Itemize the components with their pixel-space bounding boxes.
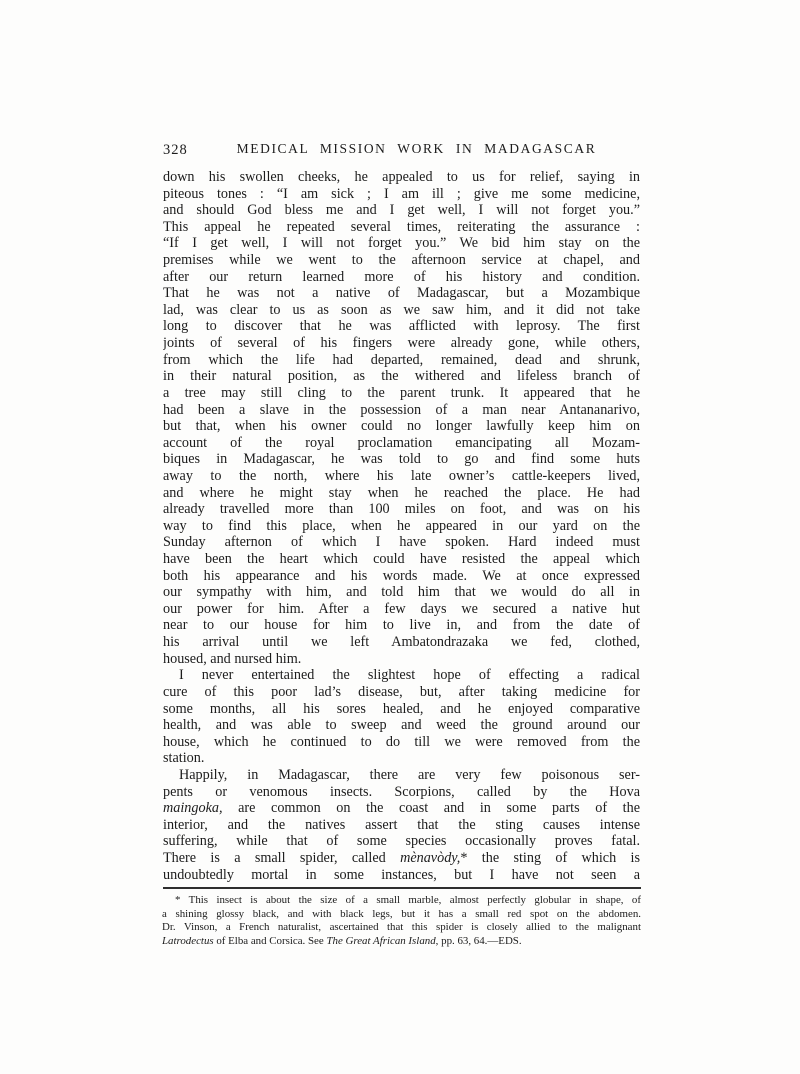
text-line: That he was not a native of Madagascar, but a Mozambique [163, 285, 640, 302]
text-line: undoubtedly mortal in some instances, but I have not seen a [163, 866, 640, 883]
text-line: lad, was clear to us as soon as we saw him, and it did not take [163, 301, 640, 318]
paragraph [163, 169, 640, 667]
text-line: “If I get well, I will not forget you.” We bid him stay on the [163, 235, 640, 252]
text-line: suffering, while that of some species occasionally proves fatal. [163, 833, 640, 850]
text-line: down his swollen cheeks, he appealed to us for relief, saying in [163, 169, 640, 185]
text-line: away to the north, where his late owner’s cattle-keepers lived, [163, 467, 640, 484]
italic-term: mènavòdy, [400, 849, 461, 866]
text-line: house, which he continued to do till we were removed from the [163, 733, 640, 750]
footnote-line: * This insect is about the size of a small marble, almost perfectly globular in shape, of [175, 894, 641, 906]
text-line: already travelled more than 100 miles on foot, and was on his [163, 501, 640, 518]
text-line: our sympathy with him, and told him that we would do all in [163, 584, 640, 601]
text-line: from which the life had departed, remained, dead and shrunk, [163, 351, 640, 368]
text-line: but that, when his owner could no longer lawfully keep him on [163, 418, 640, 435]
text-line: premises while we went to the afternoon service at chapel, and [163, 252, 640, 269]
italic-term: The Great African Island [326, 934, 436, 947]
page-header [163, 141, 640, 161]
text-line: his arrival until we left Ambatondrazaka we fed, clothed, [163, 634, 640, 651]
text-line: There is a small spider, called mènavòdy,* the sting of which is [163, 849, 640, 866]
italic-term: maingoka, [163, 800, 223, 817]
text-line: pents or venomous insects. Scorpions, called by the Hova [163, 783, 640, 800]
text-line: and should God bless me and I get well, I will not forget you.” [163, 202, 640, 219]
text-line: long to discover that he was afflicted with leprosy. The first [163, 318, 640, 335]
text-line: in their natural position, as the withered and lifeless branch of [163, 368, 640, 385]
text-line: a tree may still cling to the parent trunk. It appeared that he [163, 384, 640, 401]
text-line: both his appearance and his words made. We at once expressed [163, 567, 640, 584]
footnote-line: a shining glossy black, and with black legs, but it has a small red spot on the abdomen. [162, 907, 641, 920]
text-line: This appeal he repeated several times, reiterating the assurance : [163, 218, 640, 235]
text-line: Sunday afternon of which I have spoken. Hard indeed must [163, 534, 640, 551]
text-line: our power for him. After a few days we secured a native hut [163, 600, 640, 617]
italic-term: Latrodectus [162, 934, 214, 947]
footnote-line: Latrodectus of Elba and Corsica. See The Great African Island, pp. 63, 64.—EDS. [162, 934, 522, 947]
text-line: health, and was able to sweep and weed the ground around our [163, 717, 640, 734]
body-text [163, 169, 640, 883]
text-line: station. [163, 750, 205, 767]
text-line: joints of several of his fingers were already gone, while others, [163, 335, 640, 352]
footnote-separator [163, 887, 641, 889]
page-number: 328 [163, 142, 188, 158]
text-line: some months, all his sores healed, and he enjoyed comparative [163, 700, 640, 717]
text-line: I never entertained the slightest hope of effecting a radical [179, 667, 640, 684]
text-line: interior, and the natives assert that the sting causes intense [163, 816, 640, 833]
text-line: and where he might stay when he reached the place. He had [163, 484, 640, 501]
running-title: MEDICAL MISSION WORK IN MADAGASCAR [236, 141, 597, 156]
text-line: biques in Madagascar, he was told to go and find some huts [163, 451, 640, 468]
text-line: Happily, in Madagascar, there are very few poisonous ser- [179, 766, 640, 783]
text-line: housed, and nursed him. [163, 650, 302, 667]
text-line: near to our house for him to live in, and from the date of [163, 617, 640, 634]
paragraph [163, 667, 640, 767]
footnote [162, 894, 641, 948]
text-line: way to find this place, when he appeared in our yard on the [163, 517, 640, 534]
text-line: cure of this poor lad’s disease, but, after taking medicine for [163, 683, 640, 700]
text-line: piteous tones : “I am sick ; I am ill ; give me some medicine, [163, 185, 640, 202]
text-line: maingoka, are common on the coast and in some parts of the [163, 800, 640, 817]
footnote-line: Dr. Vinson, a French naturalist, ascertained that this spider is closely allied to the malignant [162, 921, 641, 933]
paragraph [163, 767, 640, 883]
text-line: after our return learned more of his history and condition. [163, 268, 640, 285]
text-line: had been a slave in the possession of a man near Antananarivo, [163, 401, 640, 418]
text-line: account of the royal proclamation emancipating all Mozam- [163, 434, 640, 451]
text-line: have been the heart which could have resisted the appeal which [163, 551, 640, 568]
